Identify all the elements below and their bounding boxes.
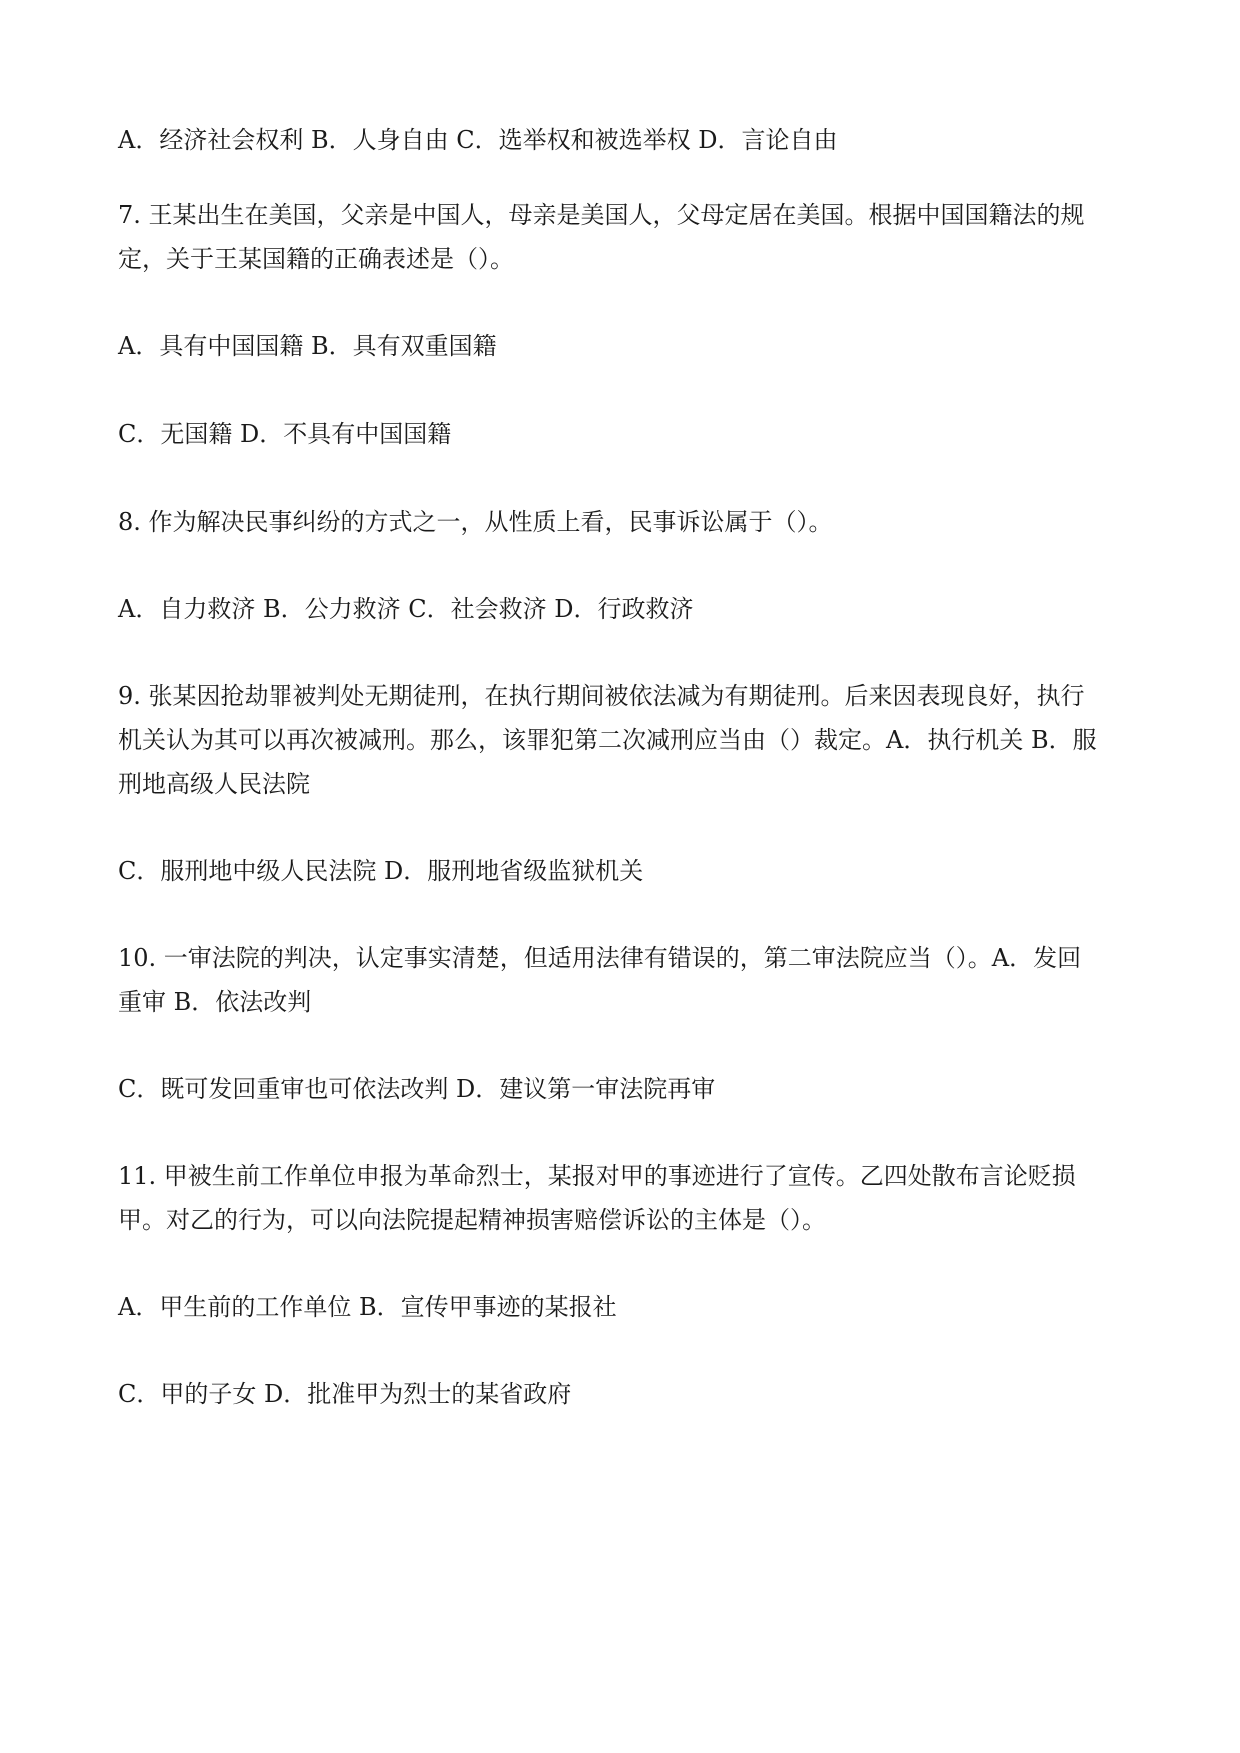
q7-stem-line1: 7. 王某出生在美国，父亲是中国人，母亲是美国人，父母定居在美国。根据中国国籍法的规 — [118, 201, 1085, 229]
q7-stem-line2: 定，关于王某国籍的正确表述是（）。 — [118, 245, 514, 273]
q10-stem-line1: 10. 一审法院的判决，认定事实清楚，但适用法律有错误的，第二审法院应当（）。A．发回 — [118, 944, 1082, 972]
q7-options-ab: A．具有中国国籍 B．具有双重国籍 — [118, 332, 497, 360]
q11-options-ab: A．甲生前的工作单位 B．宣传甲事迹的某报社 — [118, 1293, 617, 1321]
q10-stem-line2: 重审 B．依法改判 — [118, 988, 312, 1016]
q11-options-cd: C．甲的子女 D．批准甲为烈士的某省政府 — [118, 1380, 572, 1408]
q9-stem-line3: 刑地高级人民法院 — [118, 770, 310, 798]
q11-stem-line1: 11. 甲被生前工作单位申报为革命烈士，某报对甲的事迹进行了宣传。乙四处散布言论贬损 — [118, 1162, 1076, 1190]
q9-stem-line2: 机关认为其可以再次被减刑。那么，该罪犯第二次减刑应当由（）裁定。A．执行机关 B．服 — [118, 726, 1097, 754]
q8-stem: 8. 作为解决民事纠纷的方式之一，从性质上看，民事诉讼属于（）。 — [118, 508, 833, 536]
q11-stem-line2: 甲。对乙的行为，可以向法院提起精神损害赔偿诉讼的主体是（）。 — [118, 1206, 826, 1234]
q7-options-cd: C．无国籍 D．不具有中国国籍 — [118, 420, 452, 448]
q8-options: A．自力救济 B．公力救济 C．社会救济 D．行政救济 — [118, 595, 694, 623]
q6-options: A．经济社会权利 B．人身自由 C．选举权和被选举权 D．言论自由 — [118, 126, 838, 154]
q9-options-cd: C．服刑地中级人民法院 D．服刑地省级监狱机关 — [118, 857, 644, 885]
q10-options-cd: C．既可发回重审也可依法改判 D．建议第一审法院再审 — [118, 1075, 716, 1103]
q9-stem-line1: 9. 张某因抢劫罪被判处无期徒刑，在执行期间被依法减为有期徒刑。后来因表现良好，执行 — [118, 682, 1085, 710]
